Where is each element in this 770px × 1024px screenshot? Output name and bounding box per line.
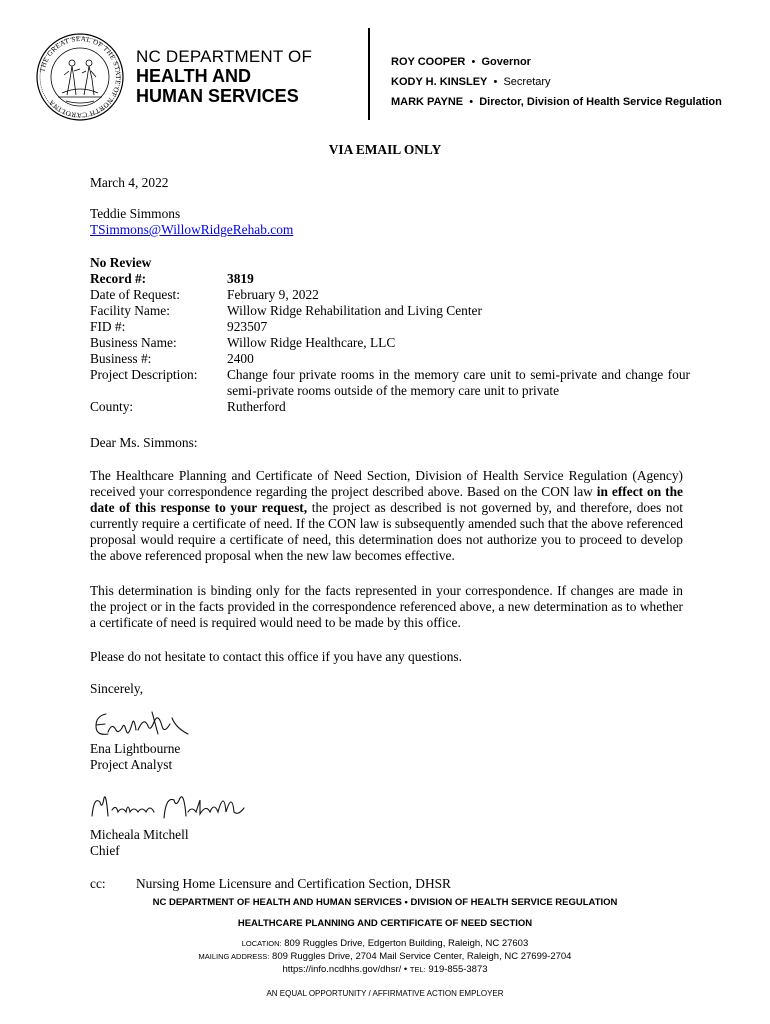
info-label: FID #:	[90, 319, 126, 334]
recipient-name: Teddie Simmons	[90, 206, 181, 221]
dept-line-2: HEALTH AND	[136, 66, 251, 86]
signatory-1	[90, 741, 180, 773]
letter-date: March 4, 2022	[90, 175, 169, 190]
info-value: Rutherford	[227, 399, 286, 414]
letterhead-divider	[368, 28, 370, 120]
info-row-county	[90, 399, 690, 415]
cc-value: Nursing Home Licensure and Certification Section, DHSR	[136, 876, 451, 891]
info-row-fid	[90, 319, 690, 335]
signatory-name: Ena Lightbourne	[90, 741, 181, 756]
official-director: MARK PAYNE • Director, Division of Health Service Regulation	[391, 96, 722, 108]
signatory-name: Micheala Mitchell	[90, 827, 189, 842]
official-governor: ROY COOPER • Governor	[391, 56, 531, 68]
footer-address: LOCATION: 809 Ruggles Drive, Edgerton Building, Raleigh, NC 27603 MAILING ADDRESS: 809 Ruggles Drive, 2704 Mail Service Center, Raleigh, NC 27699-2704 https://info.ncdhhs.gov/dhsr/ • TEL: 919-855-3873	[198, 938, 572, 975]
nc-state-seal	[36, 33, 124, 121]
signature-micheala-mitchell	[88, 788, 248, 826]
info-label: Business #:	[90, 351, 152, 366]
carbon-copy	[90, 876, 451, 892]
signature-ena-lightbourne	[88, 704, 198, 746]
footer-eoe: AN EQUAL OPPORTUNITY / AFFIRMATIVE ACTION EMPLOYER	[266, 989, 504, 998]
info-label: Date of Request:	[90, 287, 180, 302]
info-label: Business Name:	[90, 335, 177, 350]
info-value: 3819	[227, 271, 254, 286]
info-row-facility	[90, 303, 690, 319]
review-status: No Review	[90, 255, 152, 270]
cc-label: cc:	[90, 876, 106, 891]
signatory-title: Chief	[90, 843, 120, 858]
info-label: Record #:	[90, 271, 147, 286]
delivery-method: VIA EMAIL ONLY	[328, 142, 442, 157]
paragraph-determination: The Healthcare Planning and Certificate of Need Section, Division of Health Service Regulation (Agency) received your correspondence regarding the project described above. Based on the CON law in effect on the date of this response to your request, the project as described is not governed by, and therefore, does not currently require a certificate of need. If the CON law is subsequently amended such that the above referenced proposal would require a certificate of need, this determination does not authorize you to proceed to develop the above referenced proposal when the new law becomes effective.	[90, 468, 683, 563]
info-row-business-name	[90, 335, 690, 351]
info-value: Willow Ridge Healthcare, LLC	[227, 335, 396, 350]
info-value: Change four private rooms in the memory care unit to semi-private and change four semi-private rooms outside of the memory care unit to private	[227, 367, 690, 398]
dept-line-3: HUMAN SERVICES	[136, 86, 299, 106]
recipient-email-link[interactable]: TSimmons@WillowRidgeRehab.com	[90, 222, 294, 237]
info-value: Willow Ridge Rehabilitation and Living Center	[227, 303, 482, 318]
letter-footer	[0, 897, 770, 998]
footer-website: https://info.ncdhhs.gov/dhsr/	[282, 964, 402, 975]
seal-text: THE GREAT SEAL OF THE STATE OF NORTH CAROLINA	[38, 34, 123, 120]
closing: Sincerely,	[90, 681, 144, 696]
info-label: Project Description:	[90, 367, 198, 382]
info-value: 923507	[227, 319, 268, 334]
salutation: Dear Ms. Simmons:	[90, 435, 198, 450]
project-info	[90, 255, 690, 415]
signatory-2	[90, 827, 189, 859]
signatory-title: Project Analyst	[90, 757, 173, 772]
department-name	[136, 48, 312, 105]
recipient-block	[90, 206, 293, 238]
info-label: County:	[90, 399, 134, 414]
footer-section: HEALTHCARE PLANNING AND CERTIFICATE OF NEED SECTION	[237, 918, 533, 929]
paragraph-contact: Please do not hesitate to contact this office if you have any questions.	[90, 649, 462, 664]
info-row-business-number	[90, 351, 690, 367]
officials-list	[391, 52, 722, 112]
footer-department: NC DEPARTMENT OF HEALTH AND HUMAN SERVICES • DIVISION OF HEALTH SERVICE REGULATION	[152, 897, 618, 908]
dept-line-1: NC DEPARTMENT OF	[136, 47, 313, 66]
info-value: 2400	[227, 351, 254, 366]
info-row-date	[90, 287, 690, 303]
info-label: Facility Name:	[90, 303, 170, 318]
info-row-record	[90, 271, 690, 287]
info-row-description	[90, 367, 690, 399]
info-value: February 9, 2022	[227, 287, 319, 302]
paragraph-binding: This determination is binding only for the facts represented in your correspondence. If changes are made in the project or in the facts provided in the correspondence referenced above, a new determination as to whether a certificate of need is required would need to be made by this office.	[90, 583, 683, 630]
official-secretary: KODY H. KINSLEY • Secretary	[391, 76, 551, 88]
